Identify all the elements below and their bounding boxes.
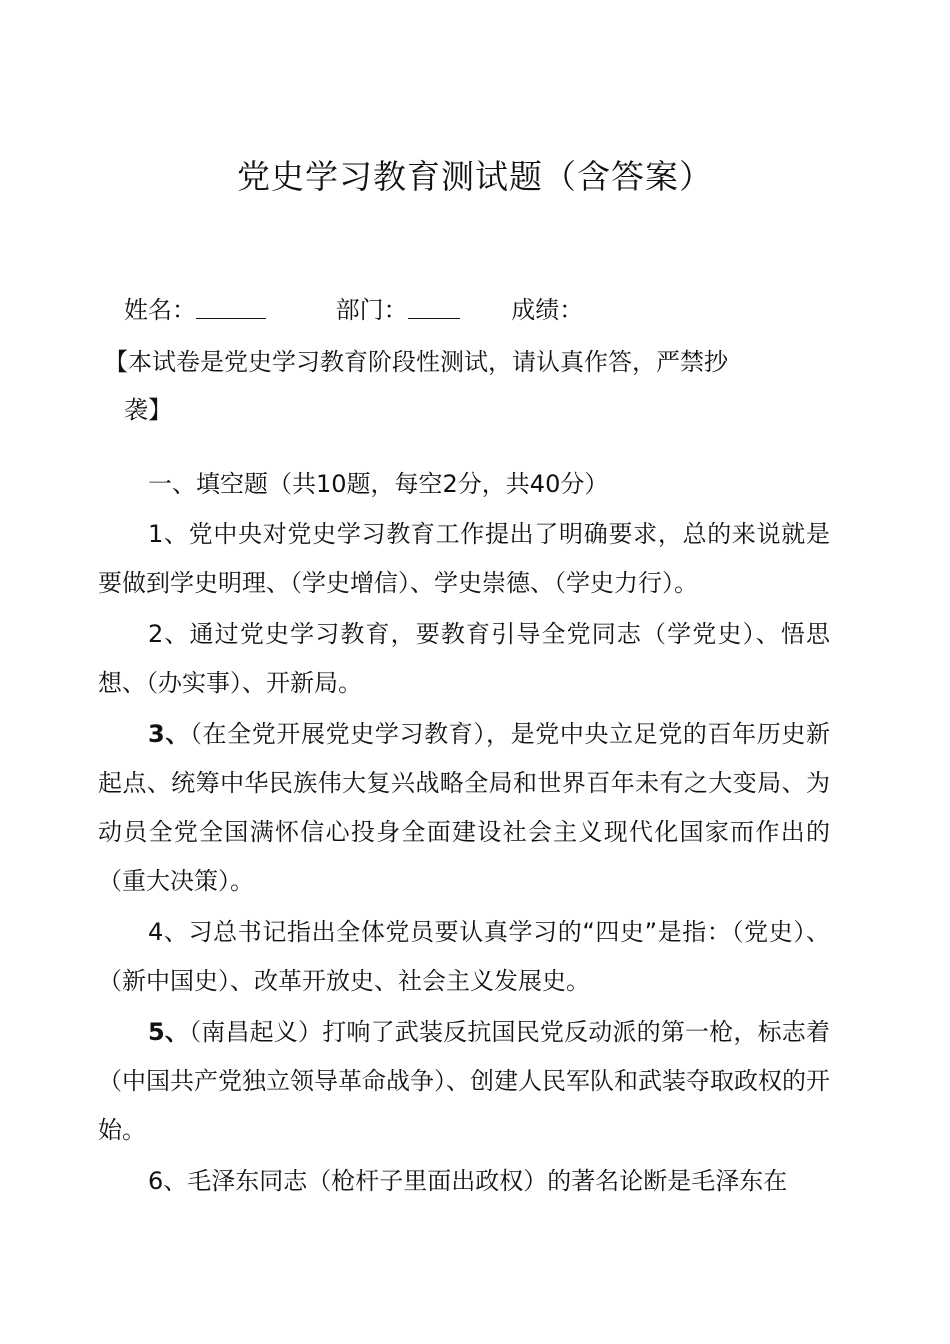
info-row [124, 290, 583, 330]
section-heading: 一、填空题（共10题，每空2分，共40分） [148, 470, 609, 498]
exam-notice [104, 338, 824, 434]
document-title: 党史学习教育测试题（含答案） [237, 157, 713, 196]
score-field [511, 290, 583, 330]
question-list [98, 510, 830, 1208]
dept-label: 部门： [335, 296, 408, 324]
question-text: 毛泽东同志（枪杆子里面出政权）的著名论断是毛泽东在 [187, 1167, 788, 1195]
name-label: 姓名： [124, 296, 196, 324]
score-label: 成绩： [511, 296, 584, 324]
question-text: （南昌起义）打响了武装反抗国民党反动派的第一枪，标志着（中国共产党独立领导革命战争）、创建人民军队和武装夺取政权的开始。 [98, 1018, 830, 1144]
question-number: 2、 [148, 620, 190, 648]
question-number: 4、 [148, 918, 189, 946]
question-item [98, 510, 830, 608]
dept-field [336, 290, 460, 330]
question-item [98, 710, 830, 906]
question-number: 6、 [148, 1167, 188, 1195]
question-text: 通过党史学习教育，要教育引导全党同志（学党史）、悟思想、（办实事）、开新局。 [98, 620, 830, 697]
question-item [98, 1157, 830, 1206]
question-text: 习总书记指出全体党员要认真学习的“四史”是指：（党史）、（新中国史）、改革开放史、社会主义发展史。 [98, 918, 830, 995]
question-item [98, 908, 830, 1006]
notice-line-2: 袭】 [124, 396, 172, 424]
question-number: 5、 [148, 1018, 190, 1046]
question-item [98, 1008, 830, 1155]
question-text: 党中央对党史学习教育工作提出了明确要求，总的来说就是要做到学史明理、（学史增信）、学史崇德、（学史力行）。 [98, 520, 830, 597]
notice-line-1: 【本试卷是党史学习教育阶段性测试，请认真作答，严禁抄 [104, 348, 728, 376]
question-text: （在全党开展党史学习教育），是党中央立足党的百年历史新起点、统筹中华民族伟大复兴战略全局和世界百年未有之大变局、为动员全党全国满怀信心投身全面建设社会主义现代化国家而作出的（重大决策）。 [98, 720, 830, 895]
name-field [124, 290, 266, 330]
question-number: 1、 [148, 520, 189, 548]
dept-blank [408, 290, 460, 319]
question-number: 3、 [148, 720, 190, 748]
name-blank [196, 290, 266, 319]
question-item [98, 610, 830, 708]
